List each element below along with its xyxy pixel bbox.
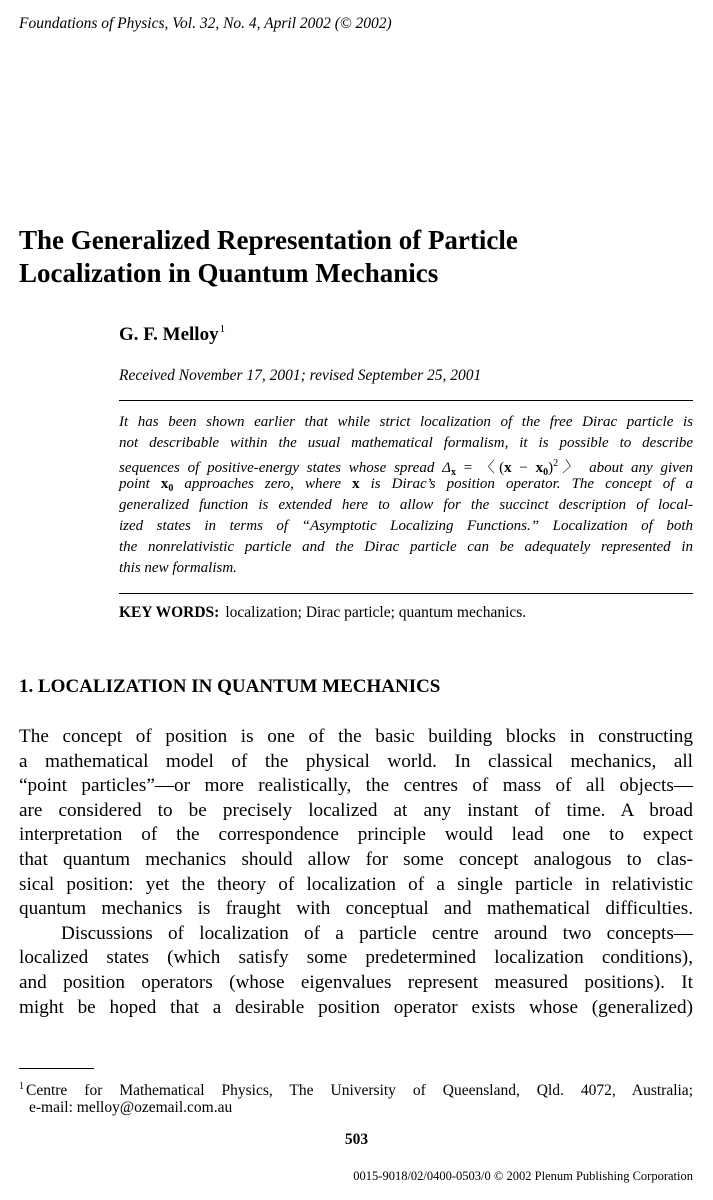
author (119, 324, 225, 346)
footnote-line: e-mail: melloy@ozemail.com.au (29, 1099, 233, 1116)
footnote-line: $^1$ Centre for Mathematical Physics, The University of Queensland, Qld. 4072, Australia; (19, 1081, 693, 1099)
title-line: Localization in Quantum Mechanics (19, 258, 439, 288)
author-footnote-mark: 1 (219, 323, 226, 335)
footnote (19, 1076, 693, 1118)
abstract-line: not describable within the usual mathematical formalism, it is possible to describe (119, 434, 693, 451)
copyright-line: 0015-9018/02/0400-0503/0 © 2002 Plenum Publishing Corporation (353, 1169, 693, 1183)
body-line: Discussions of localization of a particle centre around two concepts— (61, 922, 693, 944)
body-line: localized states (which satisfy some predetermined localization conditions), (19, 947, 693, 969)
keywords-text: localization; Dirac particle; quantum mechanics. (225, 604, 527, 621)
footnote-mark: 1 (19, 1081, 24, 1092)
body-line: that quantum mechanics should allow for some concept analogous to clas- (19, 848, 693, 870)
abstract-line: sequences of positive-energy states whose spread $\Delta_x$ = 〈$(x - x_0)^2$〉 about any given (119, 457, 693, 478)
abstract-line: generalized function is extended here to allow for the succinct description of local- (119, 497, 693, 514)
journal-citation: Foundations of Physics, Vol. 32, No. 4, April 2002 (© 2002) (19, 15, 392, 32)
body-line: sical position: yet the theory of localization of a single particle in relativistic (19, 873, 693, 895)
author-name: G. F. Melloy (119, 324, 219, 345)
keywords (119, 604, 526, 622)
abstract-line: this new formalism. (119, 559, 237, 576)
page-number: 503 (344, 1131, 369, 1148)
body-line: might be hoped that a desirable position operator exists whose (generalized) (19, 996, 693, 1018)
abstract-top-rule (119, 400, 693, 401)
received-date: Received November 17, 2001; revised September 25, 2001 (119, 367, 482, 384)
abstract-line: ized states in terms of “Asymptotic Localizing Functions.” Localization of both (119, 517, 693, 534)
body-line: “point particles”—or more realistically, the centres of mass of all objects— (19, 775, 693, 797)
body-line: and position operators (whose eigenvalues represent measured positions). It (19, 971, 693, 993)
abstract (119, 412, 693, 578)
abstract-line: the nonrelativistic particle and the Dirac particle can be adequately represented in (119, 538, 693, 555)
body-line: quantum mechanics is fraught with conceptual and mathematical difficulties. (19, 898, 693, 920)
body-text (19, 725, 693, 1020)
footnote-rule (19, 1068, 94, 1069)
paper-title (19, 224, 699, 290)
title-line: The Generalized Representation of Particle (19, 225, 518, 255)
abstract-bottom-rule (119, 593, 693, 594)
body-line: interpretation of the correspondence principle would lead one to expect (19, 824, 693, 846)
abstract-line: point $x_0$ approaches zero, where x is Dirac’s position operator. The concept of a (119, 476, 693, 495)
body-line: a mathematical model of the physical world. In classical mechanics, all (19, 750, 693, 772)
body-line: are considered to be precisely localized at any instant of time. A broad (19, 799, 693, 821)
abstract-line: It has been shown earlier that while strict localization of the free Dirac particle is (119, 414, 693, 430)
keywords-label: KEY WORDS: (119, 604, 220, 621)
section-heading: 1. LOCALIZATION IN QUANTUM MECHANICS (19, 676, 441, 697)
body-line: The concept of position is one of the basic building blocks in constructing (19, 726, 693, 747)
